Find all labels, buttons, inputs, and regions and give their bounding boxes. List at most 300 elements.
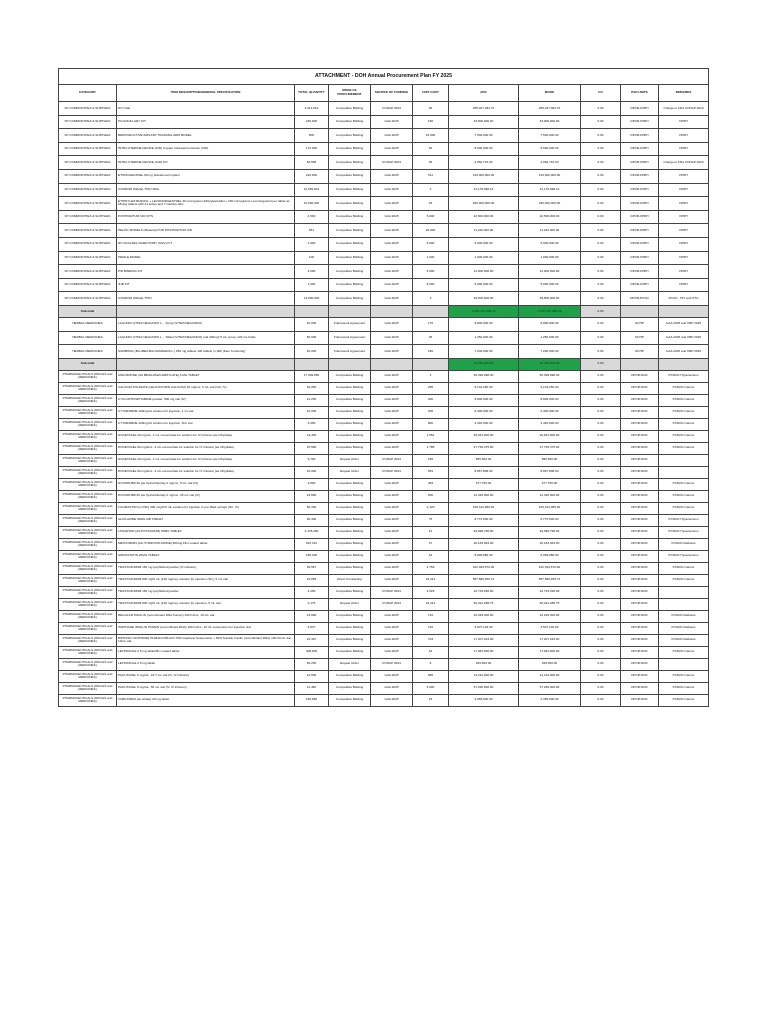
cell-pap-units: DPCB-FPRH: [621, 278, 659, 292]
cell-source-of-funding: GAA 2025: [371, 382, 413, 394]
cell-source-of-funding: CONAP 2024: [371, 658, 413, 670]
column-header: MOOE: [519, 85, 581, 102]
cell-remarks: Charge to FDA CONAP 2024: [659, 156, 709, 170]
cell-abc: 5,000,000.00: [449, 278, 519, 292]
cell-unit-cost: 20,000: [413, 224, 449, 238]
cell-source-of-funding: GAA 2025: [371, 634, 413, 646]
cell-source-of-funding: GAA 2025: [371, 183, 413, 197]
cell-remarks: PCNCD Diabetes: [659, 622, 709, 634]
cell-item-description: PELVIC MODELS (Material) FOR POSTPARTUM IUD: [117, 224, 295, 238]
cell-total-quantity: 40,000: [295, 345, 329, 359]
cell-category: FP COMMODITIES & SUPPLIES: [59, 197, 117, 211]
cell-mode-of-procurement: Competitive Bidding: [329, 394, 371, 406]
cell-pap-units: DPCB-NCD: [621, 622, 659, 634]
cell-mooe: 557,586,455.74: [519, 574, 581, 586]
cell-remarks: PCNCD Cancer: [659, 430, 709, 442]
cell-item-description: PACLITAXEL 6 mg/mL, 16.7 mL vial (IV, IV infusion): [117, 670, 295, 682]
cell-remarks: FPRH: [659, 169, 709, 183]
cell-abc: 557,586,455.74: [449, 574, 519, 586]
cell-total-quantity: 10,000,000: [295, 197, 329, 211]
cell-abc: 8,867,808.00: [449, 466, 519, 478]
cell-co: 0.00: [581, 317, 621, 331]
cell-mooe: 8,099,986.00: [519, 550, 581, 562]
cell-mooe: 6,772,500.00: [519, 514, 581, 526]
cell-mode-of-procurement: Competitive Bidding: [329, 102, 371, 116]
cell-mode-of-procurement: [329, 358, 371, 370]
cell-remarks: GAA 2025 and CBP 2025: [659, 345, 709, 359]
table-body: [59, 102, 709, 707]
cell-pap-units: DPCB-NCD: [621, 514, 659, 526]
cell-total-quantity: 220,000: [295, 115, 329, 129]
cell-unit-cost: [413, 358, 449, 370]
table-row: [59, 478, 709, 490]
cell-mooe: 255,027,384.70: [519, 102, 581, 116]
cell-mooe: 6,800,000.00: [519, 317, 581, 331]
cell-mode-of-procurement: Competitive Bidding: [329, 538, 371, 550]
cell-remarks: FPRH: [659, 278, 709, 292]
cell-co: 0.00: [581, 358, 621, 370]
cell-unit-cost: 45: [413, 197, 449, 211]
cell-unit-cost: 2,120: [413, 502, 449, 514]
cell-category: PHARMACEUTICALS (DRUGS and MEDICINES): [59, 586, 117, 598]
cell-source-of-funding: GAA 2025: [371, 210, 413, 224]
table-row: [59, 278, 709, 292]
cell-unit-cost: 1,785: [413, 442, 449, 454]
cell-total-quantity: 24,059: [295, 574, 329, 586]
column-header: PAP-UNITS: [621, 85, 659, 102]
cell-pap-units: DPCB-NCD: [621, 478, 659, 490]
cell-source-of-funding: CONAP 2024: [371, 586, 413, 598]
cell-total-quantity: 13,400: [295, 430, 329, 442]
cell-mode-of-procurement: Competitive Bidding: [329, 646, 371, 658]
cell-category: PHARMACEUTICALS (DRUGS and MEDICINES): [59, 562, 117, 574]
cell-remarks: [659, 305, 709, 317]
cell-mode-of-procurement: Competitive Bidding: [329, 224, 371, 238]
cell-remarks: GAA 2025 and CBP 2025: [659, 331, 709, 345]
header-row: [59, 85, 709, 102]
cell-category: PHARMACEUTICALS (DRUGS and MEDICINES): [59, 442, 117, 454]
cell-unit-cost: 50: [413, 142, 449, 156]
cell-co: 0.00: [581, 646, 621, 658]
cell-remarks: [659, 466, 709, 478]
cell-total-quantity: 12,059,844: [295, 183, 329, 197]
cell-total-quantity: 180,400: [295, 550, 329, 562]
cell-unit-cost: 37: [413, 538, 449, 550]
cell-co: 0.00: [581, 292, 621, 306]
cell-total-quantity: 5,700: [295, 454, 329, 466]
cell-abc: 20,183,964.00: [449, 538, 519, 550]
cell-source-of-funding: GAA 2025: [371, 622, 413, 634]
cell-item-description: LETROZOLE 2.5 mg tablet: [117, 658, 295, 670]
cell-source-of-funding: CONAP 2024: [371, 466, 413, 478]
cell-mooe: 102,394,570.00: [519, 562, 581, 574]
cell-remarks: PCNCD Cancer: [659, 406, 709, 418]
cell-pap-units: DPCB-NCD: [621, 454, 659, 466]
table-row: [59, 538, 709, 550]
cell-mode-of-procurement: Competitive Bidding: [329, 183, 371, 197]
cell-co: 0.00: [581, 682, 621, 694]
cell-pap-units: DPCB-FPRH: [621, 115, 659, 129]
table-row: [59, 210, 709, 224]
cell-unit-cost: 25: [413, 331, 449, 345]
cell-pap-units: DPCB-NCD: [621, 586, 659, 598]
cell-mode-of-procurement: Competitive Bidding: [329, 278, 371, 292]
cell-category: FP COMMODITIES & SUPPLIES: [59, 102, 117, 116]
cell-source-of-funding: GAA 2025: [371, 610, 413, 622]
cell-category: PHARMACEUTICALS (DRUGS and MEDICINES): [59, 682, 117, 694]
cell-category: PHARMACEUTICALS (DRUGS and MEDICINES): [59, 454, 117, 466]
procurement-table: [58, 68, 709, 707]
cell-item-description: CYTARABINE 100mg/ml solution for injection, 1 ml vial: [117, 406, 295, 418]
table-row: [59, 237, 709, 251]
cell-mode-of-procurement: Competitive Bidding: [329, 442, 371, 454]
cell-co: 0.00: [581, 574, 621, 586]
column-header: REMARKS: [659, 85, 709, 102]
cell-source-of-funding: GAA 2025: [371, 574, 413, 586]
cell-mooe: 677,750.00: [519, 478, 581, 490]
cell-mode-of-procurement: Framework Agreement: [329, 331, 371, 345]
cell-source-of-funding: GAA 2025: [371, 514, 413, 526]
cell-unit-cost: 703: [413, 634, 449, 646]
cell-mooe: 2,365,000.00: [519, 694, 581, 706]
cell-mooe: 31,178,998.16: [519, 183, 581, 197]
cell-total-quantity: 50,000: [295, 331, 329, 345]
cell-unit-cost: 4,759: [413, 562, 449, 574]
table-row: [59, 197, 709, 211]
cell-abc: 259,500.00: [449, 658, 519, 670]
cell-item-description: TRASTUZUMAB 600 mg/5 mL (120 mg/mL) solution for injection, 5 mL vial: [117, 598, 295, 610]
cell-co: 0.00: [581, 490, 621, 502]
table-row: [59, 574, 709, 586]
table-row: [59, 129, 709, 143]
cell-category: PHARMACEUTICALS (DRUGS and MEDICINES): [59, 574, 117, 586]
document-title: ATTACHMENT - DOH Annual Procurement Plan FY 2025: [59, 69, 709, 85]
column-header: UNIT COST: [413, 85, 449, 102]
table-row: [59, 251, 709, 265]
table-row: [59, 562, 709, 574]
cell-mode-of-procurement: Competitive Bidding: [329, 382, 371, 394]
cell-remarks: PCNCD Diabetes: [659, 538, 709, 550]
cell-remarks: Charge to FDA CONAP 2024: [659, 102, 709, 116]
cell-abc: 20,931,000.00: [449, 430, 519, 442]
cell-item-description: CONDOM (MALE) THIN 360s: [117, 183, 295, 197]
cell-mode-of-procurement: Framework Agreement: [329, 317, 371, 331]
cell-source-of-funding: GAA 2025: [371, 345, 413, 359]
table-row: [59, 646, 709, 658]
cell-mooe: 7,200,000.00: [519, 345, 581, 359]
cell-category: PHARMACEUTICALS (DRUGS and MEDICINES): [59, 610, 117, 622]
cell-pap-units: DPCB-NCD: [621, 658, 659, 670]
cell-unit-cost: 3: [413, 183, 449, 197]
cell-co: 0.00: [581, 634, 621, 646]
table-row: [59, 598, 709, 610]
cell-pap-units: DPCB-FPRH: [621, 142, 659, 156]
cell-mooe: 3,507,146.00: [519, 622, 581, 634]
cell-total-quantity: 2,175: [295, 598, 329, 610]
cell-co: 0.00: [581, 331, 621, 345]
cell-abc: 8,099,986.00: [449, 550, 519, 562]
cell-remarks: PCNCD Hypertension: [659, 514, 709, 526]
cell-source-of-funding: GAA 2025: [371, 406, 413, 418]
table-row: [59, 466, 709, 478]
cell-unit-cost: 6: [413, 658, 449, 670]
cell-abc: 9,134,250.00: [449, 382, 519, 394]
table-row: [59, 658, 709, 670]
cell-abc: 17,981,600.00: [449, 646, 519, 658]
cell-item-description: INTRA UTERINE DEVICE (IUD) KIT: [117, 156, 295, 170]
cell-item-description: LAGUNDI (VITEX NEGUNDO L. - Syrup (VITEX/NEGUNDO): [117, 317, 295, 331]
cell-item-description: DOCETAXEL 80 mg/4mL, 4 mL concentrate for solution for IV infusion (as trihydrate): [117, 442, 295, 454]
cell-total-quantity: 2,800: [295, 478, 329, 490]
cell-item-description: DOCETAXEL 20 mg/mL, 1 mL concentrate for solution for IV infusion (as trihydrate): [117, 430, 295, 442]
cell-unit-cost: 3: [413, 370, 449, 382]
cell-co: 0.00: [581, 156, 621, 170]
cell-co: 0.00: [581, 514, 621, 526]
cell-mode-of-procurement: Competitive Bidding: [329, 292, 371, 306]
cell-category: PHARMACEUTICALS (DRUGS and MEDICINES): [59, 514, 117, 526]
cell-remarks: PCNCD Cancer: [659, 442, 709, 454]
cell-abc: 12,000,000.00: [449, 265, 519, 279]
cell-remarks: FPRH: [659, 265, 709, 279]
cell-total-quantity: [295, 305, 329, 317]
cell-abc: 10,029,300.00: [449, 610, 519, 622]
cell-pap-units: DPCB-NCD: [621, 406, 659, 418]
cell-pap-units: DPCB-NCD: [621, 430, 659, 442]
cell-category: FP COMMODITIES & SUPPLIES: [59, 183, 117, 197]
cell-unit-cost: 12: [413, 526, 449, 538]
cell-mooe: 12,000,000.00: [519, 265, 581, 279]
cell-item-description: [117, 305, 295, 317]
cell-source-of-funding: GAA 2025: [371, 526, 413, 538]
cell-remarks: FPRH: [659, 237, 709, 251]
cell-pap-units: DPCB-NCD: [621, 610, 659, 622]
cell-unit-cost: 285: [413, 382, 449, 394]
cell-category: PHARMACEUTICALS (DRUGS and MEDICINES): [59, 382, 117, 394]
cell-mode-of-procurement: Competitive Bidding: [329, 694, 371, 706]
cell-source-of-funding: GAA 2025: [371, 490, 413, 502]
cell-mooe: 259,500.00: [519, 658, 581, 670]
cell-category: HERBAL MEDICINES: [59, 345, 117, 359]
cell-mode-of-procurement: Competitive Bidding: [329, 586, 371, 598]
cell-mooe: 2,440,000.00: [519, 418, 581, 430]
cell-remarks: PCNCD Cancer: [659, 478, 709, 490]
cell-category: PHARMACEUTICALS (DRUGS and MEDICINES): [59, 538, 117, 550]
cell-unit-cost: 1,562: [413, 430, 449, 442]
cell-abc: 143,000,000.00: [449, 169, 519, 183]
cell-source-of-funding: CONAP 2024: [371, 454, 413, 466]
cell-co: 0.00: [581, 526, 621, 538]
cell-pap-units: NCHP: [621, 317, 659, 331]
procurement-plan-page: [58, 68, 708, 707]
table-row: [59, 224, 709, 238]
column-header: TOTAL QUANTITY: [295, 85, 329, 102]
cell-mooe: 20,183,964.00: [519, 538, 581, 550]
cell-total-quantity: 21,250: [295, 394, 329, 406]
cell-mode-of-procurement: Competitive Bidding: [329, 156, 371, 170]
cell-remarks: PCNCD Cancer: [659, 646, 709, 658]
cell-source-of-funding: GAA 2025: [371, 265, 413, 279]
cell-unit-cost: 170: [413, 317, 449, 331]
cell-co: 0.00: [581, 562, 621, 574]
cell-remarks: FPRH: [659, 197, 709, 211]
cell-unit-cost: 1,000: [413, 251, 449, 265]
cell-co: 0.00: [581, 430, 621, 442]
cell-category: PHARMACEUTICALS (DRUGS and MEDICINES): [59, 502, 117, 514]
cell-total-quantity: 15,550: [295, 442, 329, 454]
cell-abc: 1,036,407,098.86: [449, 305, 519, 317]
cell-category: PHARMACEUTICALS (DRUGS and MEDICINES): [59, 370, 117, 382]
cell-remarks: PCNCD Cancer: [659, 382, 709, 394]
cell-category: PHARMACEUTICALS (DRUGS and MEDICINES): [59, 646, 117, 658]
cell-remarks: FPRH: [659, 183, 709, 197]
cell-abc: 895,500.00: [449, 454, 519, 466]
cell-co: 0.00: [581, 142, 621, 156]
cell-mooe: 143,000,000.00: [519, 169, 581, 183]
cell-mode-of-procurement: Competitive Bidding: [329, 406, 371, 418]
cell-total-quantity: 1,000: [295, 278, 329, 292]
cell-item-description: REGULAR INSULIN (recombinant DNA human) 100 IU/mL, 10 mL vial: [117, 610, 295, 622]
cell-pap-units: DPCB-NCD: [621, 694, 659, 706]
cell-remarks: PCNCD Cancer: [659, 490, 709, 502]
cell-mode-of-procurement: Competitive Bidding: [329, 490, 371, 502]
cell-mode-of-procurement: Competitive Bidding: [329, 169, 371, 183]
cell-mooe: 5,000,000.00: [519, 237, 581, 251]
cell-category: PHARMACEUTICALS (DRUGS and MEDICINES): [59, 430, 117, 442]
cell-mode-of-procurement: Competitive Bidding: [329, 526, 371, 538]
cell-mooe: 1,000,000.00: [519, 251, 581, 265]
cell-pap-units: DPCB-NCD: [621, 562, 659, 574]
table-row: [59, 430, 709, 442]
cell-remarks: [659, 454, 709, 466]
cell-item-description: CYTARABINE 100mg/ml solution for injection, 5ml vial: [117, 418, 295, 430]
cell-source-of-funding: CONAP 2024: [371, 102, 413, 116]
cell-mooe: 33,000,000.00: [519, 115, 581, 129]
cell-mooe: 1,250,000.00: [519, 331, 581, 345]
cell-co: 0.00: [581, 305, 621, 317]
cell-abc: 677,750.00: [449, 478, 519, 490]
cell-mode-of-procurement: [329, 305, 371, 317]
cell-category: PHARMACEUTICALS (DRUGS and MEDICINES): [59, 394, 117, 406]
cell-category: PHARMACEUTICALS (DRUGS and MEDICINES): [59, 406, 117, 418]
cell-total-quantity: 13,000,000: [295, 292, 329, 306]
cell-abc: 33,000,000.00: [449, 115, 519, 129]
cell-co: 0.00: [581, 442, 621, 454]
cell-pap-units: [621, 358, 659, 370]
cell-mode-of-procurement: Competitive Bidding: [329, 251, 371, 265]
column-header: SOURCE OF FUNDING: [371, 85, 413, 102]
cell-pap-units: DPCB-PCCD: [621, 292, 659, 306]
cell-mooe: 12,325,000.00: [519, 490, 581, 502]
cell-unit-cost: 158: [413, 454, 449, 466]
cell-pap-units: DPCB-FPRH: [621, 169, 659, 183]
cell-remarks: [659, 658, 709, 670]
table-row: [59, 292, 709, 306]
cell-remarks: [659, 598, 709, 610]
cell-total-quantity: 3,050: [295, 418, 329, 430]
cell-remarks: FPRH: [659, 142, 709, 156]
cell-abc: 1,000,000.00: [449, 251, 519, 265]
cell-unit-cost: 722: [413, 610, 449, 622]
cell-mode-of-procurement: Competitive Bidding: [329, 129, 371, 143]
cell-remarks: GAA 2025 and CBP 2025: [659, 317, 709, 331]
column-header: ABC: [449, 85, 519, 102]
cell-remarks: PCNCD Cancer: [659, 502, 709, 514]
table-row: [59, 265, 709, 279]
cell-mode-of-procurement: Competitive Bidding: [329, 562, 371, 574]
cell-abc: 102,394,570.00: [449, 562, 519, 574]
cell-mode-of-procurement: Competitive Bidding: [329, 265, 371, 279]
cell-mode-of-procurement: Competitive Bidding: [329, 670, 371, 682]
cell-co: 0.00: [581, 622, 621, 634]
cell-co: 0.00: [581, 550, 621, 562]
cell-remarks: PCNCD Cancer: [659, 562, 709, 574]
cell-item-description: DOCETAXEL 80 mg/4mL, 4 mL concentrate for solution for IV infusion (as trihydrate): [117, 466, 295, 478]
cell-unit-cost: 15: [413, 694, 449, 706]
table-row: [59, 454, 709, 466]
table-row: [59, 394, 709, 406]
cell-total-quantity: 17,099,850: [295, 370, 329, 382]
cell-abc: 14,210,000.00: [449, 670, 519, 682]
cell-mode-of-procurement: Repeat Order: [329, 454, 371, 466]
cell-total-quantity: 16,000: [295, 466, 329, 478]
cell-total-quantity: 408,000: [295, 646, 329, 658]
cell-unit-cost: 484: [413, 478, 449, 490]
cell-item-description: DOCETAXEL 20 mg/mL, 1 mL concentrate for solution for IV infusion (as trihydrate): [117, 454, 295, 466]
cell-co: 0.00: [581, 454, 621, 466]
cell-total-quantity: 40,000: [295, 317, 329, 331]
cell-category: PHARMACEUTICALS (DRUGS and MEDICINES): [59, 670, 117, 682]
cell-mooe: 20,931,000.00: [519, 430, 581, 442]
cell-remarks: FPRH: [659, 129, 709, 143]
cell-mooe: 10,029,300.00: [519, 610, 581, 622]
cell-item-description: PENILE MODEL: [117, 251, 295, 265]
cell-item-description: CALCIUM FOLINATE (LEUCOVORIN CALCIUM) 10 mg/mL, 5 mL vial (OA, IV): [117, 382, 295, 394]
cell-remarks: FPRH: [659, 224, 709, 238]
cell-item-description: FILGRASTIM (G-CSF) 300 mcg/0.5 mL solution for injection in pre-filled syringe (SC, IV): [117, 502, 295, 514]
cell-source-of-funding: CONAP 2024: [371, 598, 413, 610]
cell-unit-cost: 5,000: [413, 278, 449, 292]
cell-abc: 57,250,000.00: [449, 682, 519, 694]
cell-abc: 6,800,000.00: [449, 317, 519, 331]
cell-total-quantity: 4,013,512: [295, 102, 329, 116]
table-row: [59, 406, 709, 418]
subtotal-row: [59, 358, 709, 370]
cell-mode-of-procurement: Repeat Order: [329, 466, 371, 478]
cell-item-description: TRASTUZUMAB 150 mg lyophilized powder: [117, 586, 295, 598]
cell-pap-units: DPCB-NCD: [621, 502, 659, 514]
cell-total-quantity: 14,500: [295, 670, 329, 682]
cell-unit-cost: 5,000: [413, 210, 449, 224]
cell-total-quantity: [295, 358, 329, 370]
cell-source-of-funding: GAA 2025: [371, 478, 413, 490]
cell-source-of-funding: GAA 2025: [371, 292, 413, 306]
cell-item-description: INTRA UTERINE DEVICE (IUD) Copper Intrauterine Device (IUD): [117, 142, 295, 156]
cell-category: PHARMACEUTICALS (DRUGS and MEDICINES): [59, 694, 117, 706]
cell-pap-units: DPCB-FPRH: [621, 224, 659, 238]
cell-mode-of-procurement: Repeat Order: [329, 658, 371, 670]
cell-unit-cost: 554: [413, 466, 449, 478]
cell-remarks: PCCD - HIV and STIs: [659, 292, 709, 306]
cell-co: 0.00: [581, 370, 621, 382]
cell-mode-of-procurement: Competitive Bidding: [329, 502, 371, 514]
cell-pap-units: DPCB-NCD: [621, 682, 659, 694]
cell-unit-cost: 3: [413, 292, 449, 306]
cell-category: FP COMMODITIES & SUPPLIES: [59, 251, 117, 265]
cell-category: FP COMMODITIES & SUPPLIES: [59, 237, 117, 251]
table-row: [59, 502, 709, 514]
cell-abc: 106,312,985.00: [449, 502, 519, 514]
cell-abc: 12,325,000.00: [449, 490, 519, 502]
